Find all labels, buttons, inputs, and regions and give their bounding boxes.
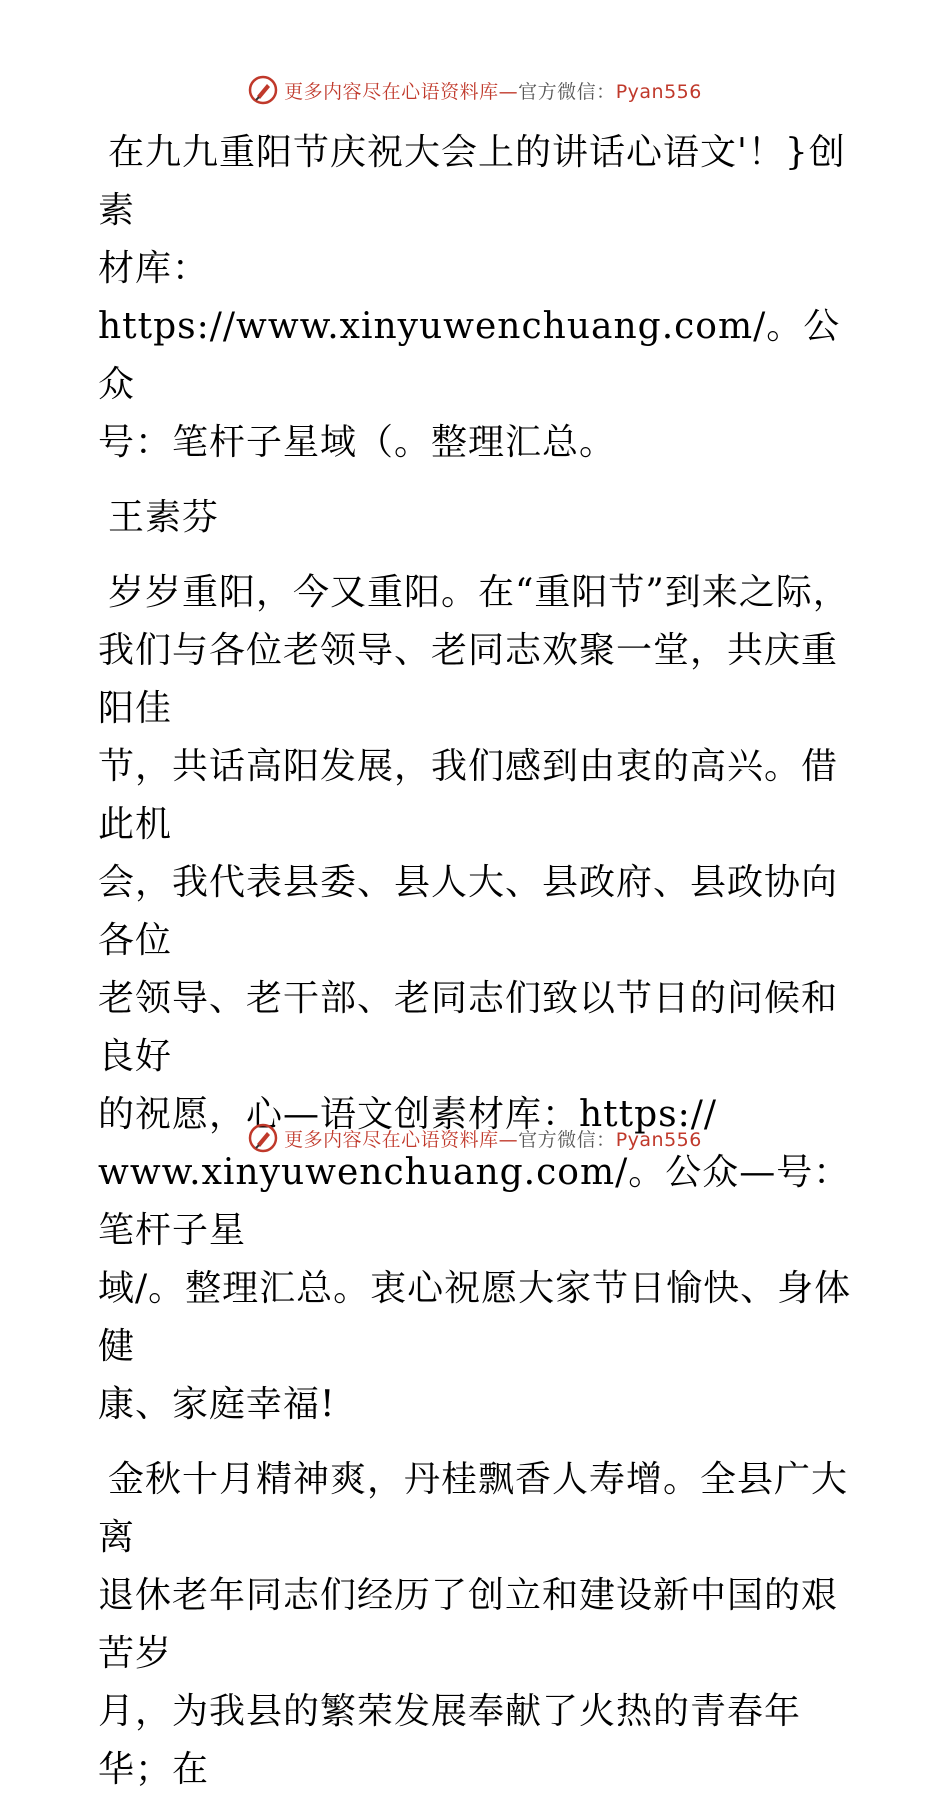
footer-wechat-id: Pyan556 (615, 1128, 702, 1151)
header-banner (0, 70, 950, 110)
footer-site-text: 更多内容尽在心语资料库 (284, 1128, 499, 1151)
header-text (284, 77, 702, 104)
footer-text (284, 1125, 702, 1152)
document-body (98, 124, 858, 1816)
author-name: 王素芬 (108, 497, 220, 538)
pen-logo-icon (248, 1123, 278, 1153)
pen-logo-icon (248, 75, 278, 105)
footer-separator: — (498, 1128, 519, 1151)
header-separator: — (498, 80, 519, 103)
header-site-text: 更多内容尽在心语资料库 (284, 80, 499, 103)
header-wechat-label: 官方微信： (518, 80, 616, 103)
body-paragraph: 岁岁重阳，今又重阳。在“重阳节”到来之际， 我们与各位老领导、老同志欢聚一堂，共庆重阳佳 节，共话高阳发展，我们感到由衷的高兴。借此机 会，我代表县委、县人大、县政府、县政协向各位 老领导、老干部、老同志们致以节日的问候和良好 的祝愿，心—语文创素材库：https:// www.xinyuwenchuang.com/。公众—号：笔杆子星 域/。整理汇总。衷心祝愿大家节日愉快、身体健 康、家庭幸福! (98, 572, 852, 1425)
footer-wechat-label: 官方微信： (518, 1128, 616, 1151)
body-paragraph: 金秋十月精神爽，丹桂飘香人寿增。全县广大离 退休老年同志们经历了创立和建设新中国的艰苦岁 月，为我县的繁荣发展奉献了火热的青春年华；在 (98, 1459, 849, 1790)
header-wechat-id: Pyan556 (615, 80, 702, 103)
title-paragraph: 在九九重阳节庆祝大会上的讲话心语文'！}创素 材库：https://www.xinyuwenchuang.com/。公众 号：笔杆子星域（。整理汇总。 (98, 132, 846, 463)
footer-banner (0, 1118, 950, 1158)
